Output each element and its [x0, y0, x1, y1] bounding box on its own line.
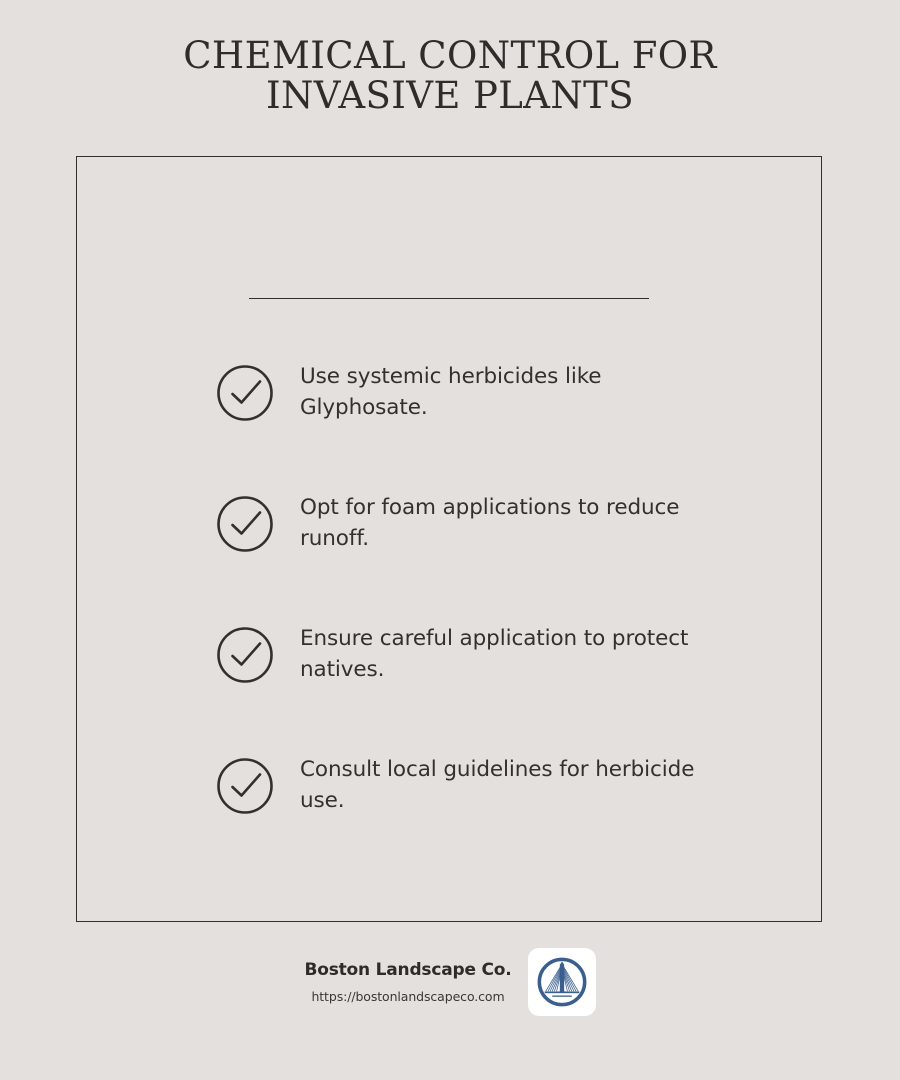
footer — [0, 948, 900, 1016]
list-item — [77, 589, 821, 720]
list-item — [77, 327, 821, 458]
check-circle-icon — [215, 494, 275, 554]
list-item-label: Opt for foam applications to reduce runoff. — [300, 494, 680, 551]
list-item — [77, 458, 821, 589]
brand-name: Boston Landscape Co. — [304, 959, 512, 980]
check-circle-icon — [215, 625, 275, 685]
check-circle-icon — [215, 756, 275, 816]
title-block — [0, 0, 900, 116]
horizontal-rule — [249, 298, 649, 299]
logo-card — [528, 948, 596, 1016]
list-item — [77, 720, 821, 851]
list-item-label: Use systemic herbicides like Glyphosate. — [300, 363, 602, 420]
brand-url[interactable]: https://bostonlandscapeco.com — [311, 989, 505, 1005]
list-item-label: Ensure careful application to protect natives. — [300, 625, 689, 682]
check-circle-icon — [215, 363, 275, 423]
bridge-logo-icon — [535, 955, 589, 1009]
page-title: CHEMICAL CONTROL FOR INVASIVE PLANTS — [183, 34, 717, 117]
checklist — [77, 327, 821, 851]
brand-block — [304, 960, 511, 1004]
list-item-label: Consult local guidelines for herbicide use. — [300, 756, 695, 813]
content-frame — [76, 156, 822, 922]
